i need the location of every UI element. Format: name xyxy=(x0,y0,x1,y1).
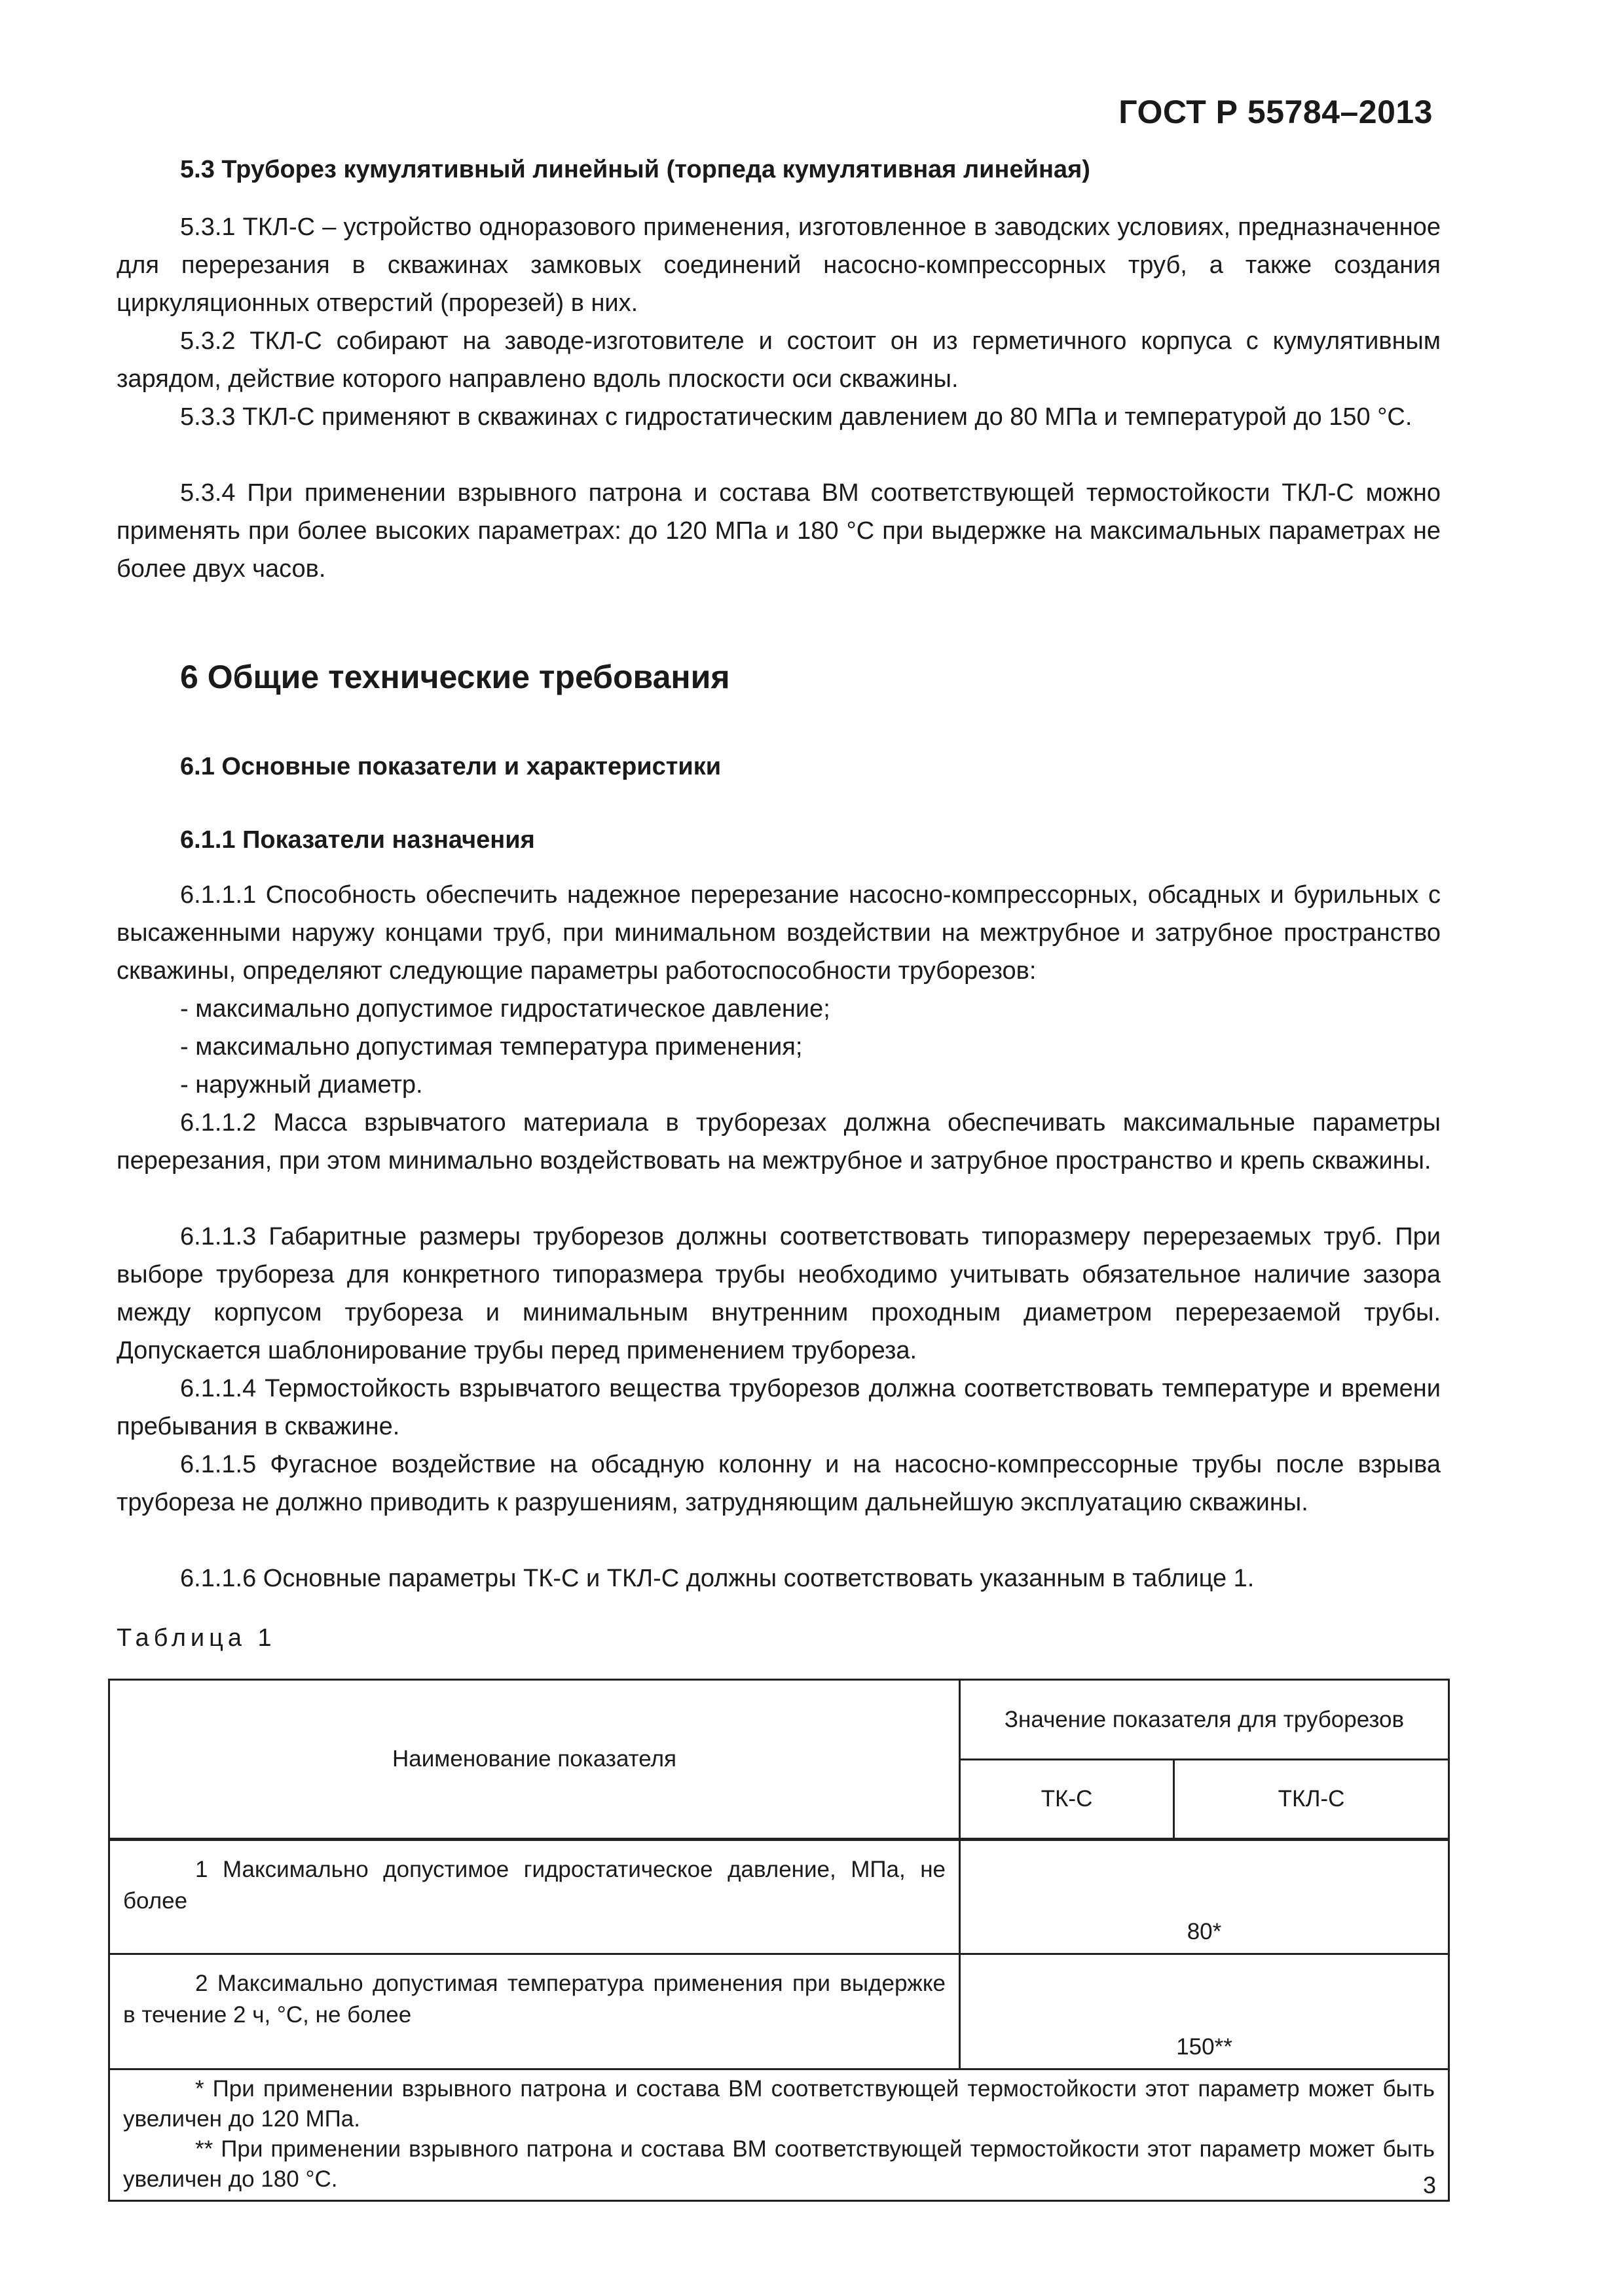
footnote-2: ** При применении взрывного патрона и состава ВМ соответствующей термостойкости этот параметр может быть увеличен до 180 °С. xyxy=(123,2136,1435,2192)
header-tk-s: ТК-С xyxy=(960,1760,1174,1840)
table-row xyxy=(109,1840,1449,1954)
section-6-1-heading: 6.1 Основные показатели и характеристики xyxy=(180,753,722,780)
paragraph-6-1-1-1: 6.1.1.1 Способность обеспечить надежное перерезание насосно-компрессорных, обсадных и бурильных с высаженными наружу концами труб, при минимальном воздействии на межтрубное и затрубное пространство скважины, определяют следующие параметры работоспособности труборезов: xyxy=(117,881,1441,985)
header-indicator-value: Значение показателя для труборезов xyxy=(960,1680,1449,1760)
list-item-diameter: - наружный диаметр. xyxy=(180,1071,423,1099)
list-item-pressure: - максимально допустимое гидростатическое давление; xyxy=(180,995,830,1023)
row-value: 80* xyxy=(960,1840,1449,1954)
footnote-1: * При применении взрывного патрона и состава ВМ соответствующей термостойкости этот параметр может быть увеличен до 120 МПа. xyxy=(123,2076,1435,2132)
page-number: 3 xyxy=(1422,2172,1436,2198)
paragraph-6-1-1-6: 6.1.1.6 Основные параметры ТК-С и ТКЛ-С должны соответствовать указанным в таблице 1. xyxy=(180,1565,1255,1592)
paragraph-5-3-4: 5.3.4 При применении взрывного патрона и состава ВМ соответствующей термостойкости ТКЛ-С можно применять при более высоких параметрах: до 120 МПа и 180 °С при выдержке на максимальных параметрах не более двух часов. xyxy=(117,479,1441,583)
section-6-heading: 6 Общие технические требования xyxy=(180,659,730,695)
section-6-1-1-heading: 6.1.1 Показатели назначения xyxy=(180,826,535,854)
document-id-header: ГОСТ Р 55784–2013 xyxy=(1118,94,1433,130)
header-indicator-name: Наименование показателя xyxy=(109,1680,960,1840)
paragraph-6-1-1-5: 6.1.1.5 Фугасное воздействие на обсадную колонну и на насосно-компрессорные трубы после взрыва трубореза не должно приводить к разрушениям, затрудняющим дальнейшую эксплуатацию скважины. xyxy=(117,1451,1441,1516)
paragraph-5-3-3: 5.3.3 ТКЛ-С применяют в скважинах с гидростатическим давлением до 80 МПа и температурой до 150 °С. xyxy=(180,403,1412,431)
paragraph-5-3-2: 5.3.2 ТКЛ-С собирают на заводе-изготовителе и состоит он из герметичного корпуса с кумулятивным зарядом, действие которого направлено вдоль плоскости оси скважины. xyxy=(117,327,1441,393)
row-name: 2 Максимально допустимая температура применения при выдержке в течение 2 ч, °С, не более xyxy=(109,1954,960,2069)
paragraph-6-1-1-4: 6.1.1.4 Термостойкость взрывчатого вещества труборезов должна соответствовать температуре и времени пребывания в скважине. xyxy=(117,1375,1441,1440)
table-footnotes xyxy=(109,2069,1449,2201)
paragraph-6-1-1-2: 6.1.1.2 Масса взрывчатого материала в труборезах должна обеспечивать максимальные параметры перерезания, при этом минимально воздействовать на межтрубное и затрубное пространство и крепь скважины. xyxy=(117,1109,1441,1175)
row-name: 1 Максимально допустимое гидростатическое давление, МПа, не более xyxy=(109,1840,960,1954)
paragraph-5-3-1: 5.3.1 ТКЛ-С – устройство одноразового применения, изготовленное в заводских условиях, предназначенное для перерезания в скважинах замковых соединений насосно-компрессорных труб, а также создания циркуляционных отверстий (прорезей) в них. xyxy=(117,213,1441,317)
header-tkl-s: ТКЛ-С xyxy=(1174,1760,1449,1840)
paragraph-6-1-1-3: 6.1.1.3 Габаритные размеры труборезов должны соответствовать типоразмеру перерезаемых труб. При выборе трубореза для конкретного типоразмера трубы необходимо учитывать обязательное наличие зазора между корпусом трубореза и минимальным внутренним проходным диаметром перерезаемой трубы. Допускается шаблонирование трубы перед применением трубореза. xyxy=(117,1223,1441,1364)
parameters-table xyxy=(108,1679,1450,2202)
table-row xyxy=(109,1954,1449,2069)
row-value: 150** xyxy=(960,1954,1449,2069)
list-item-temperature: - максимально допустимая температура применения; xyxy=(180,1033,803,1061)
section-5-3-heading: 5.3 Труборез кумулятивный линейный (торпеда кумулятивная линейная) xyxy=(180,156,1090,183)
table-caption: Таблица 1 xyxy=(117,1624,276,1652)
